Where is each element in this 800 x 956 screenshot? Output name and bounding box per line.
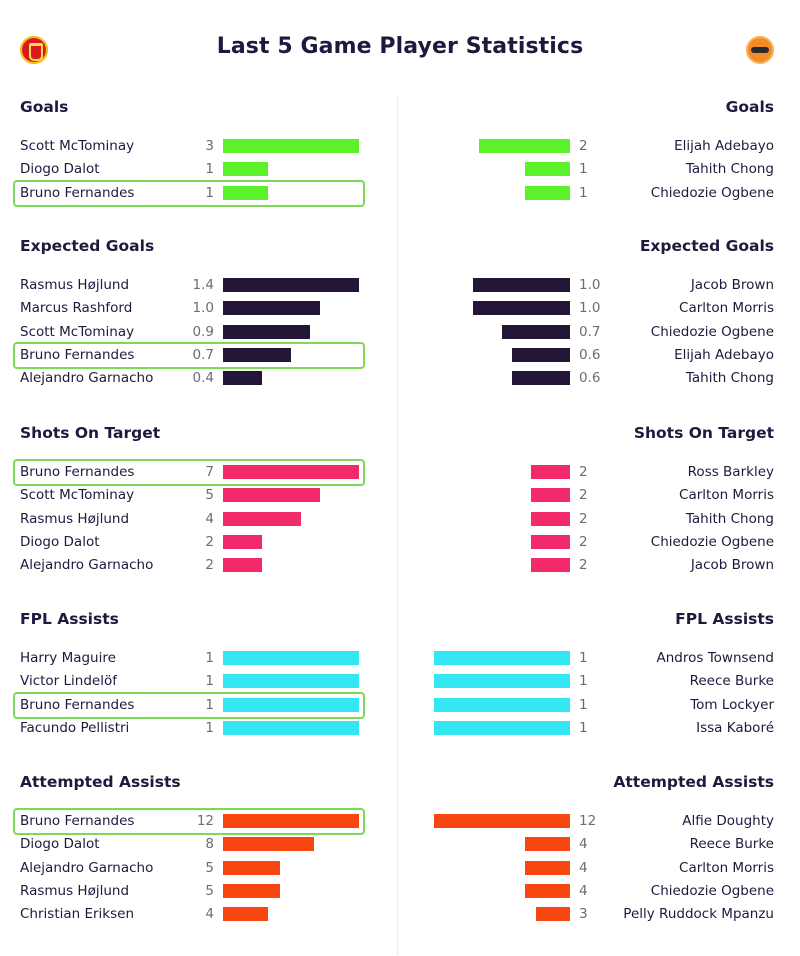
stat-bar (223, 488, 320, 502)
stat-bar (434, 674, 570, 688)
player-name: Bruno Fernandes (20, 696, 135, 713)
stat-bar (531, 558, 570, 572)
player-name: Andros Townsend (656, 650, 774, 666)
section-title-left: Attempted Assists (20, 773, 181, 791)
stat-bar (531, 488, 570, 502)
player-name: Jacob Brown (690, 277, 774, 293)
stat-bar (434, 651, 570, 665)
bar-value-label: 1 (579, 673, 588, 690)
bar-value-label: 4 (205, 510, 214, 527)
player-name: Scott McTominay (20, 138, 135, 154)
player-name: Victor Lindelöf (20, 673, 117, 690)
luton-town-crest-icon (746, 36, 774, 64)
stat-bar (223, 535, 262, 549)
bar-value-label: 1 (205, 719, 214, 736)
player-name: Pelly Ruddock Mpanzu (623, 906, 774, 923)
stat-bar (473, 301, 570, 315)
player-name: Bruno Fernandes (20, 346, 135, 363)
player-name: Rasmus Højlund (20, 882, 130, 899)
bar-value-label: 4 (579, 882, 588, 899)
player-name: Facundo Pellistri (20, 719, 130, 736)
player-name: Tom Lockyer (690, 696, 774, 713)
stat-bar (223, 465, 359, 479)
section-title-left: Goals (20, 98, 69, 116)
bar-value-label: 2 (579, 138, 588, 154)
player-name: Scott McTominay (20, 487, 135, 504)
stat-bar (525, 884, 570, 898)
stat-bar (223, 814, 359, 828)
section-title-left: Shots On Target (20, 424, 161, 442)
bar-value-label: 7 (205, 464, 214, 480)
bar-value-label: 1 (579, 650, 588, 666)
bar-value-label: 2 (579, 557, 588, 574)
bar-value-label: 1 (205, 184, 214, 201)
bar-value-label: 12 (196, 813, 214, 829)
bar-value-label: 1 (579, 161, 588, 178)
stat-bar (531, 512, 570, 526)
stat-bar (512, 348, 570, 362)
bar-value-label: 0.6 (579, 370, 601, 387)
stat-bar (502, 325, 570, 339)
player-name: Rasmus Højlund (20, 510, 130, 527)
stat-bar (223, 674, 359, 688)
stat-bar (223, 837, 314, 851)
stat-bar (223, 371, 262, 385)
bar-value-label: 1 (205, 650, 214, 666)
player-name: Ross Barkley (687, 464, 774, 480)
stat-bar (223, 348, 291, 362)
bar-value-label: 1 (205, 161, 214, 178)
bar-value-label: 12 (579, 813, 597, 829)
player-name: Bruno Fernandes (20, 464, 135, 480)
stat-bar (525, 837, 570, 851)
player-name: Chiedozie Ogbene (650, 533, 774, 550)
stat-bar (223, 721, 359, 735)
stat-bar (223, 162, 268, 176)
section-title-left: FPL Assists (20, 610, 119, 628)
stat-bar (479, 139, 570, 153)
player-name: Marcus Rashford (20, 300, 133, 317)
player-name: Scott McTominay (20, 323, 135, 340)
bar-value-label: 1 (579, 184, 588, 201)
player-name: Alejandro Garnacho (20, 859, 154, 876)
bar-value-label: 1 (579, 696, 588, 713)
player-name: Elijah Adebayo (674, 346, 774, 363)
bar-value-label: 4 (579, 859, 588, 876)
bar-value-label: 0.9 (192, 323, 214, 340)
stat-bar (525, 186, 570, 200)
stat-bar (434, 814, 570, 828)
stat-bar (223, 325, 310, 339)
player-name: Bruno Fernandes (20, 184, 135, 201)
stat-bar (531, 465, 570, 479)
bar-value-label: 2 (205, 557, 214, 574)
player-name: Harry Maguire (20, 650, 116, 666)
player-name: Jacob Brown (690, 557, 774, 574)
bar-value-label: 3 (579, 906, 588, 923)
player-name: Diogo Dalot (20, 533, 100, 550)
stat-bar (434, 698, 570, 712)
bar-value-label: 5 (205, 487, 214, 504)
player-name: Carlton Morris (679, 859, 774, 876)
stat-bar (512, 371, 570, 385)
section-title-right: Shots On Target (633, 424, 774, 442)
bar-value-label: 1 (205, 673, 214, 690)
bar-value-label: 4 (205, 906, 214, 923)
player-name: Carlton Morris (679, 300, 774, 317)
stat-bar (223, 698, 359, 712)
bar-value-label: 0.6 (579, 346, 601, 363)
player-name: Tahith Chong (685, 510, 774, 527)
bar-value-label: 1.0 (579, 277, 601, 293)
player-name: Alejandro Garnacho (20, 557, 154, 574)
page-title: Last 5 Game Player Statistics (216, 34, 584, 59)
stat-bar (525, 861, 570, 875)
stat-bar (531, 535, 570, 549)
bar-value-label: 5 (205, 859, 214, 876)
section-title-right: Expected Goals (639, 237, 774, 255)
stat-bar (223, 861, 280, 875)
stat-bar (473, 278, 570, 292)
player-name: Christian Eriksen (20, 906, 135, 923)
stat-bar (223, 558, 262, 572)
player-name: Reece Burke (689, 836, 774, 853)
stat-bar (223, 278, 359, 292)
section-title-left: Expected Goals (20, 237, 155, 255)
section-title-right: FPL Assists (675, 610, 774, 628)
bar-value-label: 1.0 (192, 300, 214, 317)
player-name: Rasmus Højlund (20, 277, 130, 293)
bar-value-label: 2 (205, 533, 214, 550)
bar-value-label: 0.7 (579, 323, 601, 340)
player-name: Tahith Chong (685, 161, 774, 178)
stat-bar (223, 139, 359, 153)
section-title-right: Goals (725, 98, 774, 116)
stat-bar (223, 301, 320, 315)
bar-value-label: 5 (205, 882, 214, 899)
bar-value-label: 1.0 (579, 300, 601, 317)
stat-bar (223, 884, 280, 898)
stat-bar (223, 186, 268, 200)
player-name: Chiedozie Ogbene (650, 323, 774, 340)
stat-bar (223, 651, 359, 665)
stat-bar (223, 512, 301, 526)
player-name: Carlton Morris (679, 487, 774, 504)
player-name: Tahith Chong (685, 370, 774, 387)
player-name: Diogo Dalot (20, 161, 100, 178)
player-name: Chiedozie Ogbene (650, 882, 774, 899)
player-name: Alfie Doughty (682, 813, 774, 829)
bar-value-label: 0.4 (192, 370, 214, 387)
stat-bar (434, 721, 570, 735)
player-name: Chiedozie Ogbene (650, 184, 774, 201)
bar-value-label: 0.7 (192, 346, 214, 363)
player-name: Diogo Dalot (20, 836, 100, 853)
player-name: Alejandro Garnacho (20, 370, 154, 387)
stat-bar (536, 907, 570, 921)
section-title-right: Attempted Assists (613, 773, 774, 791)
stat-bar (525, 162, 570, 176)
bar-value-label: 4 (579, 836, 588, 853)
bar-value-label: 1 (579, 719, 588, 736)
player-name: Issa Kaboré (696, 719, 774, 736)
center-divider (397, 95, 398, 955)
bar-value-label: 8 (205, 836, 214, 853)
bar-value-label: 1.4 (192, 277, 214, 293)
bar-value-label: 2 (579, 464, 588, 480)
bar-value-label: 2 (579, 510, 588, 527)
player-name: Bruno Fernandes (20, 813, 135, 829)
stat-bar (223, 907, 268, 921)
bar-value-label: 2 (579, 487, 588, 504)
bar-value-label: 3 (205, 138, 214, 154)
bar-value-label: 1 (205, 696, 214, 713)
player-name: Reece Burke (689, 673, 774, 690)
bar-value-label: 2 (579, 533, 588, 550)
player-name: Elijah Adebayo (674, 138, 774, 154)
